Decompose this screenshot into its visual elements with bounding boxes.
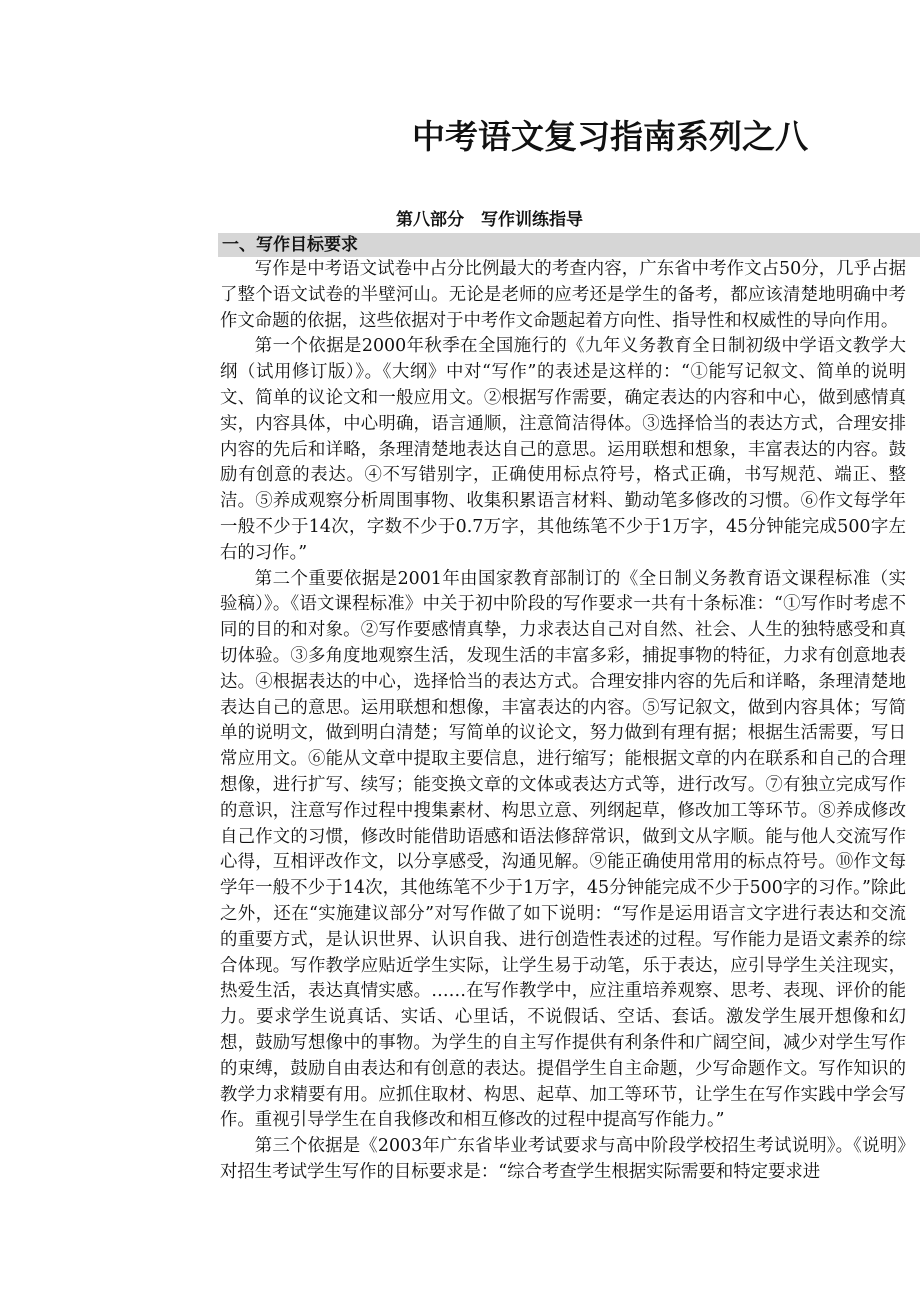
document-title: 中考语文复习指南系列之八 [412,117,808,156]
paragraph: 第一个依据是2000年秋季在全国施行的《九年义务教育全日制初级中学语文教学大纲（试用修订版）》。《大纲》中对“写作”的表述是这样的：“①能写记叙文、简单的说明文、简单的议论文和一般应用文。②根据写作需要，确定表达的内容和中心，做到感情真实，内容具体，中心明确，语言通顺，注意简洁得体。③选择恰当的表达方式，合理安排内容的先后和详略，条理清楚地表达自己的意思。运用联想和想象，丰富表达的内容。鼓励有创意的表达。④不写错别字，正确使用标点符号，格式正确，书写规范、端正、整洁。⑤养成观察分析周围事物、收集积累语言材料、勤动笔多修改的习惯。⑥作文每学年一般不少于14次，字数不少于0.7万字，其他练笔不少于1万字，45分钟能完成500字左右的习作。” [220,336,906,563]
paragraph: 写作是中考语文试卷中占分比例最大的考查内容，广东省中考作文占50分，几乎占据了整个语文试卷的半壁河山。无论是老师的应考还是学生的备考，都应该清楚地明确中考作文命题的依据，这些依据对于中考作文命题起着方向性、指导性和权威性的导向作用。 [220,259,906,331]
paragraph: 第二个重要依据是2001年由国家教育部制订的《全日制义务教育语文课程标准（实验稿）》。《语文课程标准》中关于初中阶段的写作要求一共有十条标准：“①写作时考虑不同的目的和对象。②写作要感情真挚，力求表达自己对自然、社会、人生的独特感受和真切体验。③多角度地观察生活，发现生活的丰富多彩，捕捉事物的特征，力求有创意地表达。④根据表达的中心，选择恰当的表达方式。合理安排内容的先后和详略，条理清楚地表达自己的意思。运用联想和想像，丰富表达的内容。⑤写记叙文，做到内容具体；写简单的说明文，做到明白清楚；写简单的议论文，努力做到有理有据；根据生活需要，写日常应用文。⑥能从文章中提取主要信息，进行缩写；能根据文章的内在联系和自己的合理想像，进行扩写、续写；能变换文章的文体或表达方式等，进行改写。⑦有独立完成写作的意识，注意写作过程中搜集素材、构思立意、列纲起草，修改加工等环节。⑧养成修改自己作文的习惯，修改时能借助语感和语法修辞常识，做到文从字顺。能与他人交流写作心得，互相评改作文，以分享感受，沟通见解。⑨能正确使用常用的标点符号。⑩作文每学年一般不少于14次，其他练笔不少于1万字，45分钟能完成不少于500字的习作。”除此之外，还在“实施建议部分”对写作做了如下说明：“写作是运用语言文字进行表达和交流的重要方式，是认识世界、认识自我、进行创造性表述的过程。写作能力是语文素养的综合体现。写作教学应贴近学生实际，让学生易于动笔，乐于表达，应引导学生关注现实，热爱生活，表达真情实感。……在写作教学中，应注重培养观察、思考、表现、评价的能力。要求学生说真话、实话、心里话，不说假话、空话、套话。激发学生展开想像和幻想，鼓励写想像中的事物。为学生的自主写作提供有利条件和广阔空间，减少对学生写作的束缚，鼓励自由表达和有创意的表达。提倡学生自主命题，少写命题作文。写作知识的教学力求精要有用。应抓住取材、构思、起草、加工等环节，让学生在写作实践中学会写作。重视引导学生在自我修改和相互修改的过程中提高写作能力。” [220,568,906,1131]
part-heading: 第八部分 写作训练指导 [396,210,583,230]
body-text [220,257,906,1186]
section-heading: 一、写作目标要求 [222,235,358,255]
paragraph: 第三个依据是《2003年广东省毕业考试要求与高中阶段学校招生考试说明》。《说明》对招生考试学生写作的目标要求是：“综合考查学生根据实际需要和特定要求进 [220,1136,906,1182]
